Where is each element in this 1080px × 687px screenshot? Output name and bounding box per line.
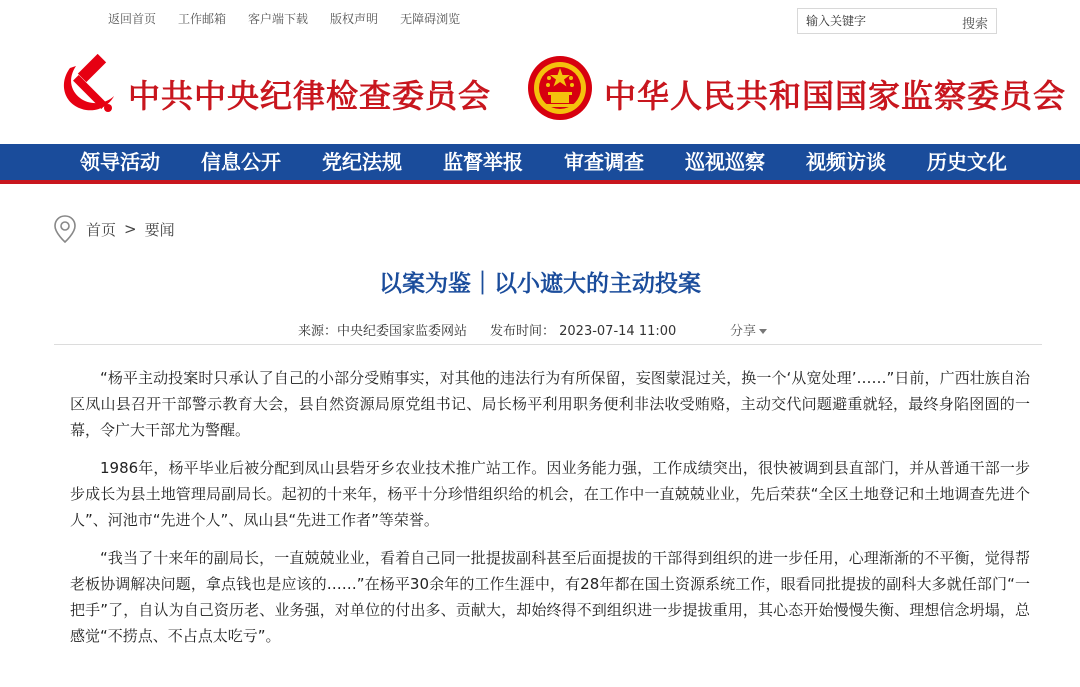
divider [54, 344, 1042, 345]
top-links [108, 10, 460, 27]
paragraph: “我当了十来年的副局长，一直兢兢业业，看着自己同一批提拔副科甚至后面提拔的干部得到组织的进一步任用，心理渐渐的不平衡，觉得帮老板协调解决问题，拿点钱也是应该的……”在杨平30余年的工作生涯中，有28年都在国土资源系统工作，眼看同批提拔的副科大多就任部门“一把手”了，自认为自己资历老、业务强，对单位的付出多、贡献大，却始终得不到组织进一步提拔重用，其心态开始慢慢失衡、理想信念坍塌，总感觉“不捞点、不占点太吃亏”。 [70, 549, 1030, 645]
location-pin-icon [54, 215, 76, 243]
search-button[interactable]: 搜索 [961, 17, 988, 32]
search-box [797, 8, 997, 34]
breadcrumb-current[interactable]: 要闻 [144, 220, 175, 239]
nav-item-info-disclosure[interactable]: 信息公开 [201, 150, 281, 174]
link-work-email[interactable]: 工作邮箱 [178, 12, 227, 26]
article-date: 发布时间： 2023-07-14 11:00 [490, 324, 677, 339]
search-input[interactable] [798, 9, 948, 33]
article-body [70, 365, 1030, 661]
nav-item-history[interactable]: 历史文化 [927, 150, 1007, 174]
nsc-title: 中华人民共和国国家监察委员会 [604, 77, 1067, 115]
masthead [0, 40, 1080, 144]
party-emblem-icon[interactable] [56, 54, 122, 120]
nav-item-investigation[interactable]: 审查调查 [564, 150, 644, 174]
breadcrumb-separator: > [124, 220, 137, 238]
main-nav [0, 144, 1080, 184]
ccdi-title: 中共中央纪律检查委员会 [128, 77, 492, 115]
national-emblem-icon[interactable] [526, 54, 594, 122]
article-meta [0, 320, 1080, 338]
share-button[interactable] [730, 320, 767, 339]
paragraph: 1986年，杨平毕业后被分配到凤山县砦牙乡农业技术推广站工作。因业务能力强，工作成绩突出，很快被调到县直部门，并从普通干部一步步成长为县土地管理局副局长。起初的十来年，杨平十分珍惜组织给的机会，在工作中一直兢兢业业，先后荣获“全区土地登记和土地调查先进个人”、河池市“先进个人”、凤山县“先进工作者”等荣誉。 [70, 459, 1030, 529]
link-client-download[interactable]: 客户端下载 [248, 12, 309, 26]
article-title: 以案为鉴｜以小遮大的主动投案 [379, 271, 701, 297]
nav-item-inspection[interactable]: 巡视巡察 [685, 150, 765, 174]
nav-item-video[interactable]: 视频访谈 [806, 150, 886, 174]
breadcrumb-home[interactable]: 首页 [86, 220, 117, 239]
chevron-down-icon [759, 329, 767, 334]
share-label: 分享 [730, 324, 757, 339]
paragraph: “杨平主动投案时只承认了自己的小部分受贿事实，对其他的违法行为有所保留，妄图蒙混过关，换一个‘从宽处理’……”日前，广西壮族自治区凤山县召开干部警示教育大会，县自然资源局原党组书记、局长杨平利用职务便利非法收受贿赂，主动交代问题避重就轻，最终身陷囹圄的一幕，令广大干部尤为警醒。 [70, 369, 1030, 439]
link-accessibility[interactable]: 无障碍浏览 [400, 12, 461, 26]
nav-item-reporting[interactable]: 监督举报 [443, 150, 523, 174]
link-home[interactable]: 返回首页 [108, 12, 157, 26]
top-utility-bar [0, 0, 1080, 40]
article-source: 来源：中央纪委国家监委网站 [298, 324, 468, 339]
nav-item-leadership[interactable]: 领导活动 [80, 150, 160, 174]
nav-item-regulations[interactable]: 党纪法规 [322, 150, 402, 174]
breadcrumb [54, 215, 175, 243]
link-copyright[interactable]: 版权声明 [330, 12, 379, 26]
